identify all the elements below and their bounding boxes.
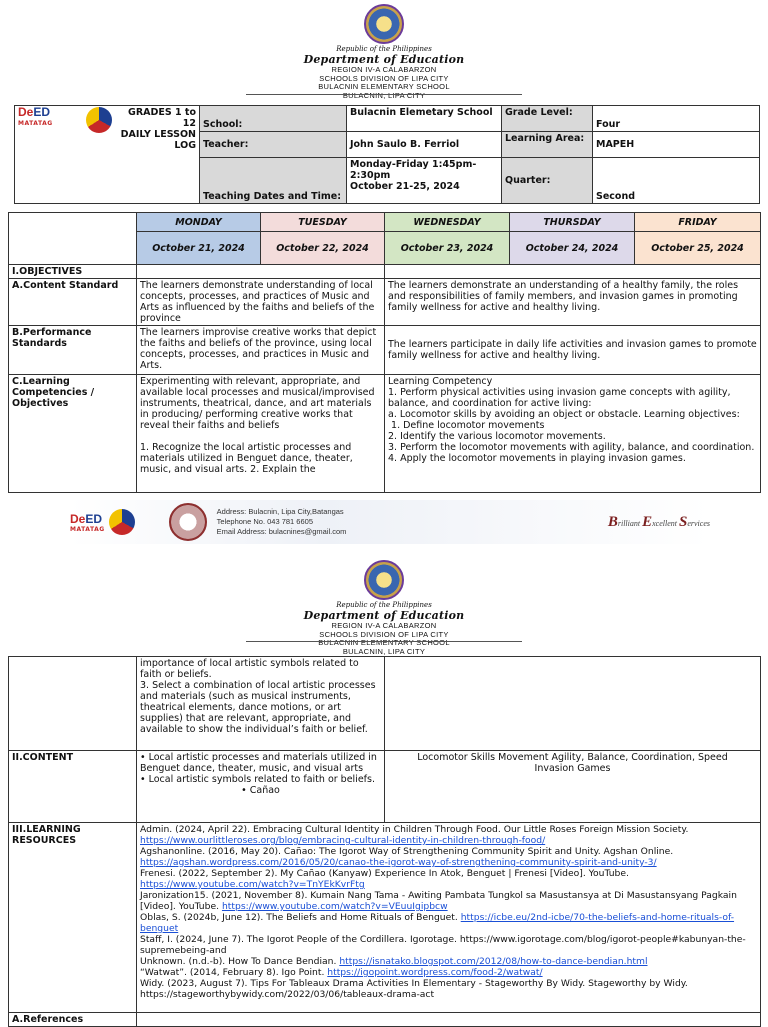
- region-line: REGION IV-A CALABARZON: [331, 621, 437, 630]
- deped-logo: DeED MATATAG: [18, 105, 53, 127]
- quarter-value: Second: [593, 158, 760, 204]
- content-label: II.CONTENT: [9, 751, 137, 823]
- department-title: Department of Education: [303, 53, 465, 66]
- competency-objectives: 1. Recognize the local artistic processes and materials utilized in Benguet dance, theater, music, and visual arts. 2. Explain the: [140, 442, 353, 475]
- competency-line: a. Locomotor skills by avoiding an object or obstacle. Learning objectives:: [388, 409, 740, 420]
- competencies-continued: importance of local artistic symbols related to faith or beliefs. 3. Select a combination of local artistic processes and materials (such as musical instruments, theatrical elements, dance motions, or art supplies) that are relevant, appropriate, and available to show the individual’s faith or belief.: [137, 657, 385, 751]
- resource-link[interactable]: https://agshan.wordpress.com/2016/05/20/canao-the-igorot-way-of-strengthening-community-spirit-and-unity-3/: [140, 857, 657, 868]
- content-pe-health: Locomotor Skills Movement Agility, Balance, Coordination, Speed Invasion Games: [385, 751, 761, 823]
- deped-seal-icon: [364, 560, 404, 600]
- school-seal-icon: [169, 503, 207, 541]
- teacher-label: Teacher:: [200, 132, 347, 158]
- day-thursday: THURSDAY: [510, 213, 635, 232]
- republic-line: Republic of the Philippines: [336, 45, 432, 53]
- content-standard-label: A.Content Standard: [9, 279, 137, 326]
- resource-entry: Admin. (2024, April 22). Embracing Cultural Identity in Children Through Food. Our Little Roses Foreign Mission Society. https://www.ourlittleroses.org/blog/embracing-cultural-identity-in-children-through-food/: [140, 824, 689, 846]
- page1-footer: [70, 500, 710, 544]
- teaching-dates-value: Monday-Friday 1:45pm-2:30pm October 21-25, 2024: [347, 158, 502, 204]
- date-wednesday: October 23, 2024: [385, 232, 510, 265]
- continued-right-cell: [385, 657, 761, 751]
- competency-line: 3. Perform the locomotor movements with agility, balance, and coordination.: [388, 442, 755, 453]
- competency-line: 2. Identify the various locomotor movements.: [388, 431, 606, 442]
- performance-standard-label: B.Performance Standards: [9, 326, 137, 375]
- day-tuesday: TUESDAY: [261, 213, 385, 232]
- corner-cell: [9, 213, 137, 265]
- resource-link[interactable]: https://www.ourlittleroses.org/blog/embracing-cultural-identity-in-children-through-food/: [140, 835, 546, 846]
- competency-line: 1. Define locomotor movements: [388, 420, 545, 431]
- footer-bagong-pilipinas-icon: [109, 509, 135, 535]
- deped-seal-icon: [364, 4, 404, 44]
- content-canao: • Cañao: [241, 785, 280, 796]
- teacher-value: John Saulo B. Ferriol: [347, 132, 502, 158]
- department-title: Department of Education: [303, 609, 465, 622]
- address-line: BULACNIN, LIPA CITY: [342, 646, 426, 656]
- learning-area-label: Learning Area:: [502, 132, 593, 158]
- resource-entry: Unknown. (n.d.-b). How To Dance Bendian. https://isnatako.blogspot.com/2012/08/how-to-dance-bendian.html: [140, 956, 648, 967]
- content-music-arts: [137, 751, 385, 823]
- objectives-blank-left: [137, 265, 385, 279]
- resource-entry: Jaronization15. (2021, November 8). Kumain Nang Tama - Awiting Pambata Tungkol sa Masustansya at Di Masustansyang Pagkain [Video]. YouTube. https://www.youtube.com/watch?v=VEuuIgipbcw: [140, 890, 737, 912]
- competency-line: 4. Apply the locomotor movements in playing invasion games.: [388, 453, 686, 464]
- competencies-label: C.Learning Competencies / Objectives: [9, 375, 137, 493]
- objectives-heading: I.OBJECTIVES: [9, 265, 137, 279]
- resource-link[interactable]: https://www.youtube.com/watch?v=VEuuIgipbcw: [221, 901, 448, 912]
- school-label: School:: [200, 106, 347, 132]
- resource-entry: Staff, I. (2024, June 7). The Igorot People of the Cordillera. Igorotage. https://www.igorotage.com/blog/igorot-people#kabunyan-the-supremebeing-and: [140, 934, 746, 956]
- competency-line: 1. Perform physical activities using invasion game concepts with agility, balance, and coordination for active living:: [388, 387, 731, 409]
- division-line: SCHOOLS DIVISION OF LIPA CITY: [319, 73, 449, 83]
- resource-entry: Agshanonline. (2016, May 20). Cañao: The Igorot Way of Strengthening Community Spirit and Unity. Agshan Online. https://agshan.wordpress.com/2016/05/20/canao-the-igorot-way-of-strengthening-community-spirit-and-unity-3/: [140, 846, 674, 868]
- teaching-dates-label: Teaching Dates and Time:: [200, 158, 347, 204]
- resource-entry: Oblas, S. (2024b, June 12). The Beliefs and Home Rituals of Benguet. https://icbe.eu/2nd-icbe/70-the-beliefs-and-home-rituals-of-benguet: [140, 912, 735, 934]
- objectives-blank-right: [385, 265, 761, 279]
- content-table: [8, 656, 761, 1027]
- resource-link[interactable]: https://isnatako.blogspot.com/2012/08/how-to-dance-bendian.html: [339, 956, 648, 967]
- school-value: Bulacnin Elemetary School: [347, 106, 502, 132]
- performance-standard-pe-health: The learners participate in daily life activities and invasion games to promote family wellness for active and healthy living.: [385, 326, 761, 375]
- performance-standard-music-arts: The learners improvise creative works that depict the faiths and beliefs of the province, using local concepts, processes, and practices in Music and Arts.: [137, 326, 385, 375]
- school-line: BULACNIN ELEMENTARY SCHOOL: [318, 82, 450, 91]
- content-standard-pe-health: The learners demonstrate an understanding of a healthy family, the roles and responsibilities of family members, and invasion games in promoting family wellness for active and healthy living.: [385, 279, 761, 326]
- resource-entry: Widy. (2023, August 7). Tips For Tableaux Drama Activities In Elementary - Stageworthy By Widy. Stageworthy by Widy. https://stageworthybywidy.com/2022/03/06/tableaux-drama-act: [140, 978, 688, 1000]
- grade-level-value: Four: [593, 106, 760, 132]
- objectives-table: [8, 212, 761, 493]
- bagong-pilipinas-icon: [86, 107, 112, 133]
- footer-email: Email Address: bulacnines@gmail.com: [216, 527, 347, 536]
- republic-line: Republic of the Philippines: [336, 601, 432, 609]
- day-wednesday: WEDNESDAY: [385, 213, 510, 232]
- day-monday: MONDAY: [137, 213, 261, 232]
- competencies-music-arts: [137, 375, 385, 493]
- content-standard-music-arts: The learners demonstrate understanding of local concepts, processes, and practices of Music and Arts as influenced by the faiths and beliefs of the province: [137, 279, 385, 326]
- bes-motto: Brilliant Excellent Services: [607, 513, 710, 530]
- dll-title: GRADES 1 to 12 DAILY LESSON LOG: [120, 107, 196, 151]
- date-monday: October 21, 2024: [137, 232, 261, 265]
- region-line: REGION IV-A CALABARZON: [331, 65, 437, 74]
- resource-entry: Frenesi. (2022, September 2). My Cañao (Kanyaw) Experience In Atok, Benguet | Frenesi [Video]. YouTube. https://www.youtube.com/watch?v=TnYEkKvrFtg: [140, 868, 629, 890]
- competency-main: Experimenting with relevant, appropriate, and available local processes and musical/improvised instruments, theatrical, dance, and art materials in producing/ performing creative works that reveal their faiths and beliefs: [140, 376, 375, 431]
- grade-level-label: Grade Level:: [502, 106, 593, 132]
- school-line: BULACNIN ELEMENTARY SCHOOL: [318, 638, 450, 647]
- dll-title-cell: [15, 106, 200, 204]
- footer-phone: Telephone No. 043 781 6605: [216, 517, 313, 526]
- resource-link[interactable]: https://icbe.eu/2nd-icbe/70-the-beliefs-and-home-rituals-of-benguet: [140, 912, 735, 934]
- footer-address: Address: Bulacnin, Lipa City,Batangas: [216, 507, 344, 516]
- learning-resources-list: [137, 823, 761, 1013]
- resource-link[interactable]: https://www.youtube.com/watch?v=TnYEkKvrFtg: [140, 879, 365, 890]
- page1-header: [0, 4, 768, 100]
- learning-area-value: MAPEH: [593, 132, 760, 158]
- day-friday: FRIDAY: [635, 213, 761, 232]
- footer-deped-logo: DeED MATATAG: [70, 511, 105, 533]
- competencies-pe-health: [385, 375, 761, 493]
- info-table: [14, 105, 760, 204]
- references-cell: [137, 1013, 761, 1027]
- header-divider: [246, 94, 522, 95]
- content-music-arts-text: • Local artistic processes and materials utilized in Benguet dance, theater, music, and visual arts • Local artistic symbols related to faith or beliefs.: [140, 752, 377, 785]
- competency-line: Learning Competency: [388, 376, 493, 387]
- resource-entry: “Watwat”. (2014, February 8). Igo Point. https://igopoint.wordpress.com/food-2/watwat/: [140, 967, 543, 978]
- header-divider: [246, 641, 522, 642]
- date-friday: October 25, 2024: [635, 232, 761, 265]
- references-label: A.References: [9, 1013, 137, 1027]
- address-line: BULACNIN, LIPA CITY: [342, 90, 426, 100]
- date-thursday: October 24, 2024: [510, 232, 635, 265]
- date-tuesday: October 22, 2024: [261, 232, 385, 265]
- learning-resources-label: III.LEARNING RESOURCES: [9, 823, 137, 1013]
- division-line: SCHOOLS DIVISION OF LIPA CITY: [319, 629, 449, 639]
- resource-link[interactable]: https://igopoint.wordpress.com/food-2/watwat/: [327, 967, 543, 978]
- continued-label-cell: [9, 657, 137, 751]
- quarter-label: Quarter:: [502, 158, 593, 204]
